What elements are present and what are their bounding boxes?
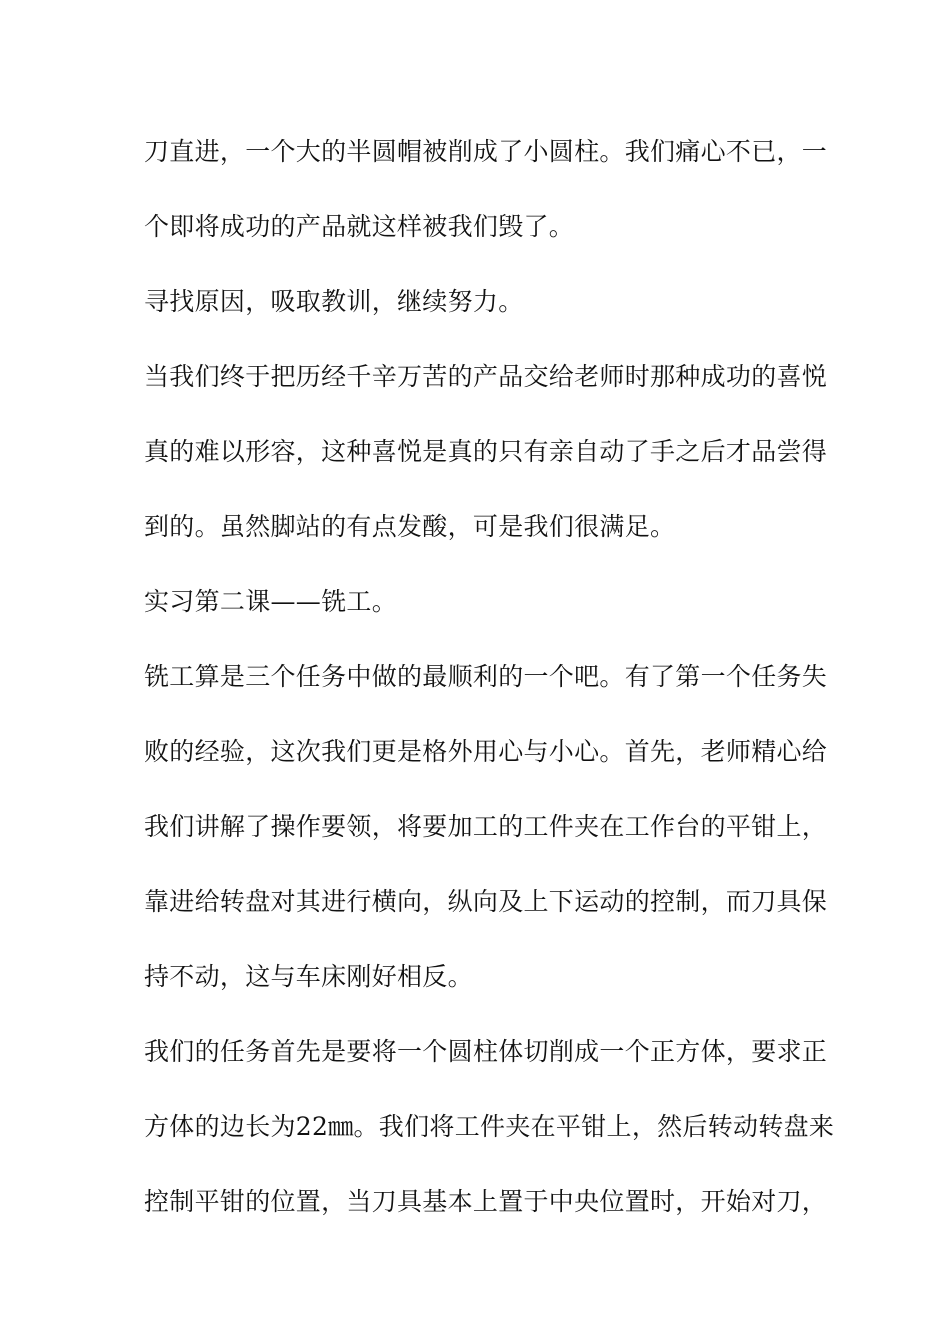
text-line: 我们讲解了操作要领，将要加工的工件夹在工作台的平钳上， [144,812,828,841]
text-line: 个即将成功的产品就这样被我们毁了。 [144,212,575,241]
section-heading: 实习第二课——铣工。 [144,587,398,616]
text-line: 到的。虽然脚站的有点发酸，可是我们很满足。 [144,512,676,541]
text-line: 方体的边长为22㎜。我们将工件夹在平钳上，然后转动转盘来 [144,1112,835,1141]
text-line: 败的经验，这次我们更是格外用心与小心。首先，老师精心给 [144,737,828,766]
text-line: 当我们终于把历经千辛万苦的产品交给老师时那种成功的喜悦 [144,362,828,391]
text-line: 铣工算是三个任务中做的最顺利的一个吧。有了第一个任务失 [144,662,828,691]
text-line: 刀直进，一个大的半圆帽被削成了小圆柱。我们痛心不已，一 [144,137,828,166]
text-line: 控制平钳的位置，当刀具基本上置于中央位置时，开始对刀， [144,1187,828,1216]
text-line: 寻找原因，吸取教训，继续努力。 [144,287,524,316]
text-line: 持不动，这与车床刚好相反。 [144,962,473,991]
text-line: 真的难以形容，这种喜悦是真的只有亲自动了手之后才品尝得 [144,437,828,466]
text-line: 靠进给转盘对其进行横向，纵向及上下运动的控制，而刀具保 [144,887,828,916]
text-line: 我们的任务首先是要将一个圆柱体切削成一个正方体，要求正 [144,1037,828,1066]
